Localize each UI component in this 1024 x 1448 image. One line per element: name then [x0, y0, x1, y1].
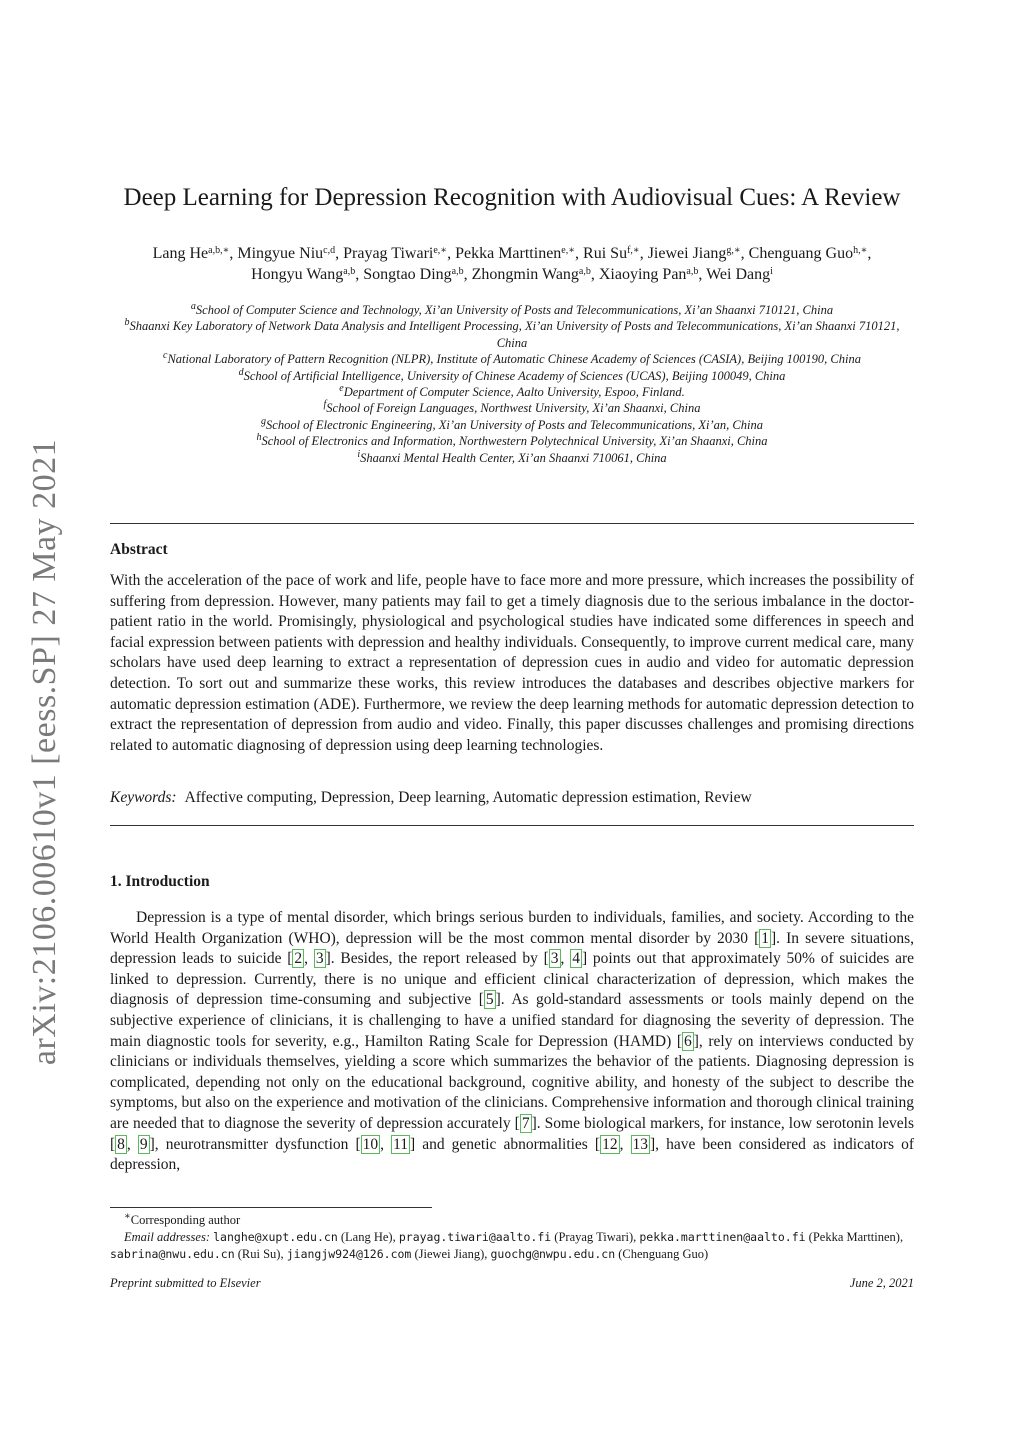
author-name: Hongyu Wang	[251, 266, 344, 283]
citation-link: 8	[117, 1135, 125, 1153]
citation-link: 3	[315, 950, 324, 968]
affiliation-item	[110, 351, 914, 367]
affiliation-mark: d	[238, 366, 244, 378]
affiliation-text: School of Electronic Engineering, Xi’an University of Posts and Telecommunications, Xi’an, China	[266, 417, 763, 432]
author-name: Chenguang Guo	[748, 245, 854, 262]
footer-date: June 2, 2021	[849, 1276, 914, 1290]
email-owner: (Chenguang Guo)	[618, 1246, 709, 1261]
affiliation-item	[110, 400, 914, 416]
page-footer	[110, 1276, 914, 1291]
affiliation-item	[110, 318, 914, 351]
author-affiliation-marks: i	[770, 266, 773, 277]
abstract-heading: Abstract	[110, 541, 168, 558]
email-address: sabrina@nwu.edu.cn	[110, 1246, 235, 1261]
paper-title: Deep Learning for Depression Recognition with Audiovisual Cues: A Review	[123, 184, 901, 211]
author-list: Lang $He^{a,b,∗}$, Mingyue Niu$^{c,d}$, Prayag Tiwari$^{e,∗}$, Pekka Marttinen$^{e,∗}$, Rui $Su^{f,∗}$, Jiewei Jiang$^{g,∗}$, Chenguang Guo$^{h,∗}$, Hongyu Wang$^{a,b}$, Songtao Ding$^{a,b}$, Zhongmin Wang$^{a,b}$, Xiaoying Pan$^{a,b}$, Wei Dang$^i$	[152, 245, 872, 283]
affiliation-text: School of Computer Science and Technology, Xi’an University of Posts and Telecommunications, Xi’an Shaanxi 710121, China	[195, 303, 834, 317]
email-address: prayag.tiwari@aalto.fi	[398, 1229, 552, 1244]
citation-link: 9	[139, 1135, 148, 1153]
author-affiliation-marks: f,∗	[627, 245, 640, 256]
keywords	[110, 789, 914, 807]
author-name: Jiewei Jiang	[647, 245, 727, 262]
author-name: Lang He	[152, 245, 209, 262]
citation-link: 6	[684, 1032, 692, 1050]
author-name: Mingyue Niu	[237, 245, 324, 262]
email-addresses: Email addresses: langhe@xupt.edu.cn (Lang He), prayag.tiwari@aalto.fi (Prayag Tiwari), pekka.marttinen@aalto.fi (Pekka Marttinen), sabrina@nwu.edu.cn (Rui Su), jiangjw924@126.com (Jiewei Jiang), guochg@nwpu.edu.cn (Chenguang Guo)	[110, 1229, 904, 1261]
affiliation-item	[110, 417, 914, 433]
affiliation-item	[110, 302, 914, 318]
affiliation-item	[110, 384, 914, 400]
author-name: Zhongmin Wang	[471, 266, 579, 283]
author-affiliation-marks: a,b	[451, 266, 464, 277]
author-name: Prayag Tiwari	[343, 245, 434, 262]
affiliation-text: Shaanxi Key Laboratory of Network Data Analysis and Intelligent Processing, Xi’an University of Posts and Telecommunications, Xi’an Shaanxi 710121, China	[129, 319, 900, 350]
arxiv-identifier: arXiv:2106.00610v1 [eess.SP] 27 May 2021	[26, 438, 64, 1066]
introduction-body: Depression is a type of mental disorder, which brings serious burden to individuals, families, and society. According to the World Health Organization (WHO), depression will be the most common mental disorder by 2030 [ 1 ]. In severe situations, depression leads to suicide [ 2 , 3 ]. Besides, the report released by [ 3 , 4 ] points out that approximately 50% of suicides are linked to depression. Currently, there is no unique and efficient clinical characterization of depression, which makes the diagnosis of depression time-consuming and subjective [ 5 ]. As gold-standard assessments or tools mainly depend on the subjective experience of clinicians, it is challenging to have a unified standard for diagnosing the severity of depression. The main diagnostic tools for severity, e.g., Hamilton Rating Scale for Depression (HAMD) [ 6 ], rely on interviews conducted by clinicians or individuals themselves, yielding a score which summarizes the behavior of the patients. Diagnosing depression is complicated, depending not only on the educational background, cognitive ability, and honesty of the subject to describe the symptoms, but also on the experience and motivation of the clinicians. Comprehensive information and thorough clinical training are needed that to diagnose the severity of depression accurately [ 7 ]. Some biological markers, for instance, low serotonin levels [ 8 , 9 ], neurotransmitter dysfunction [ 10 , 11 ] and genetic abnormalities [ 12 , 13 ], have been considered as indicators of depression,	[110, 909, 915, 1174]
bottom-divider	[110, 825, 914, 826]
citation-link: 3	[550, 950, 559, 968]
author-affiliation-marks: a,b	[686, 266, 699, 277]
author-affiliation-marks: a,b	[578, 266, 591, 277]
email-label: Email addresses:	[124, 1229, 210, 1244]
top-divider	[110, 523, 914, 524]
affiliation-text: National Laboratory of Pattern Recognition (NLPR), Institute of Automatic Chinese Academy of Sciences (CASIA), Beijing 100190, China	[167, 352, 861, 367]
author-name: Xiaoying Pan	[598, 266, 687, 283]
author-name: Pekka Marttinen	[455, 245, 562, 262]
author-affiliation-marks: c,d	[323, 245, 336, 256]
keywords-list: Affective computing, Depression, Deep learning, Automatic depression estimation, Review	[184, 789, 752, 806]
footer-journal: Preprint submitted to Elsevier	[110, 1276, 261, 1290]
email-owner: (Jiewei Jiang)	[414, 1246, 485, 1261]
email-owner: (Prayag Tiwari)	[554, 1229, 634, 1244]
email-owner: (Lang He)	[340, 1229, 393, 1244]
footnote	[110, 1212, 914, 1262]
email-address: guochg@nwpu.edu.cn	[490, 1246, 616, 1261]
affiliation-list	[110, 302, 914, 466]
author-name: Rui Su	[583, 245, 628, 262]
author-affiliation-marks: a,b,∗	[208, 245, 230, 256]
citation-link: 5	[485, 991, 494, 1009]
section-heading-introduction: 1. Introduction	[110, 873, 210, 890]
affiliation-text: School of Artificial Intelligence, University of Chinese Academy of Sciences (UCAS), Beijing 100049, China	[243, 368, 786, 383]
affiliation-mark: h	[256, 432, 262, 444]
footnote-divider	[110, 1207, 432, 1208]
author-affiliation-marks: h,∗	[853, 245, 868, 256]
email-owner: (Rui Su)	[237, 1246, 281, 1261]
email-address: pekka.marttinen@aalto.fi	[639, 1229, 806, 1244]
author-name: Songtao Ding	[363, 266, 452, 283]
affiliation-item	[110, 450, 914, 466]
affiliation-item	[110, 433, 914, 449]
affiliation-mark: c	[163, 350, 168, 362]
author-name: Wei Dang	[706, 266, 771, 283]
corresponding-author-note: ∗Corresponding author	[124, 1211, 241, 1227]
affiliation-mark: i	[357, 448, 361, 460]
author-affiliation-marks: e,∗	[561, 245, 576, 256]
citation-link: 7	[521, 1114, 530, 1132]
affiliation-text: School of Foreign Languages, Northwest University, Xi’an Shaanxi, China	[326, 401, 701, 416]
affiliation-mark: b	[124, 317, 130, 329]
affiliation-item	[110, 368, 914, 384]
citation-link: 11	[393, 1135, 408, 1153]
affiliation-mark: f	[323, 399, 327, 411]
citation-link: 12	[602, 1135, 618, 1153]
author-affiliation-marks: e,∗	[433, 245, 448, 256]
citation-link: 1	[761, 929, 770, 947]
author-affiliation-marks: g,∗	[726, 245, 741, 256]
citation-link: 10	[362, 1135, 379, 1153]
author-affiliation-marks: a,b	[343, 266, 356, 277]
abstract-body: With the acceleration of the pace of work and life, people have to face more and more pressure, which increases the possibility of suffering from depression. However, many patients may fail to get a timely diagnosis due to the serious imbalance in the doctor-patient ratio in the world. Promisingly, physiological and psychological studies have indicated some differences in speech and facial expression between patients with depression and healthy individuals. Consequently, to improve current medical care, many scholars have used deep learning to extract a representation of depression cues in audio and video for automatic depression detection. To sort out and summarize these works, this review introduces the databases and describes objective markers for automatic depression estimation (ADE). Furthermore, we review the deep learning methods for automatic depression detection to extract the representation of depression from audio and video. Finally, this paper discusses challenges and promising directions related to automatic diagnosing of depression using deep learning technologies.	[110, 572, 914, 754]
affiliation-text: Shaanxi Mental Health Center, Xi’an Shaanxi 710061, China	[360, 450, 667, 465]
email-owner: (Pekka Marttinen)	[808, 1229, 900, 1244]
citation-link: 4	[572, 950, 580, 968]
affiliation-text: School of Electronics and Information, Northwestern Polytechnical University, Xi’an Shaanxi, China	[261, 434, 768, 449]
keywords-label: Keywords:	[110, 789, 177, 806]
citation-link: 13	[632, 1135, 648, 1153]
citation-link: 2	[294, 950, 303, 968]
affiliation-mark: a	[190, 301, 196, 312]
affiliation-mark: e	[339, 383, 344, 395]
affiliation-text: Department of Computer Science, Aalto University, Espoo, Finland.	[343, 385, 685, 400]
email-address: langhe@xupt.edu.cn	[213, 1229, 338, 1244]
affiliation-mark: g	[261, 415, 267, 427]
arxiv-sidebar-stamp	[22, 436, 68, 1068]
email-address: jiangjw924@126.com	[286, 1246, 412, 1261]
